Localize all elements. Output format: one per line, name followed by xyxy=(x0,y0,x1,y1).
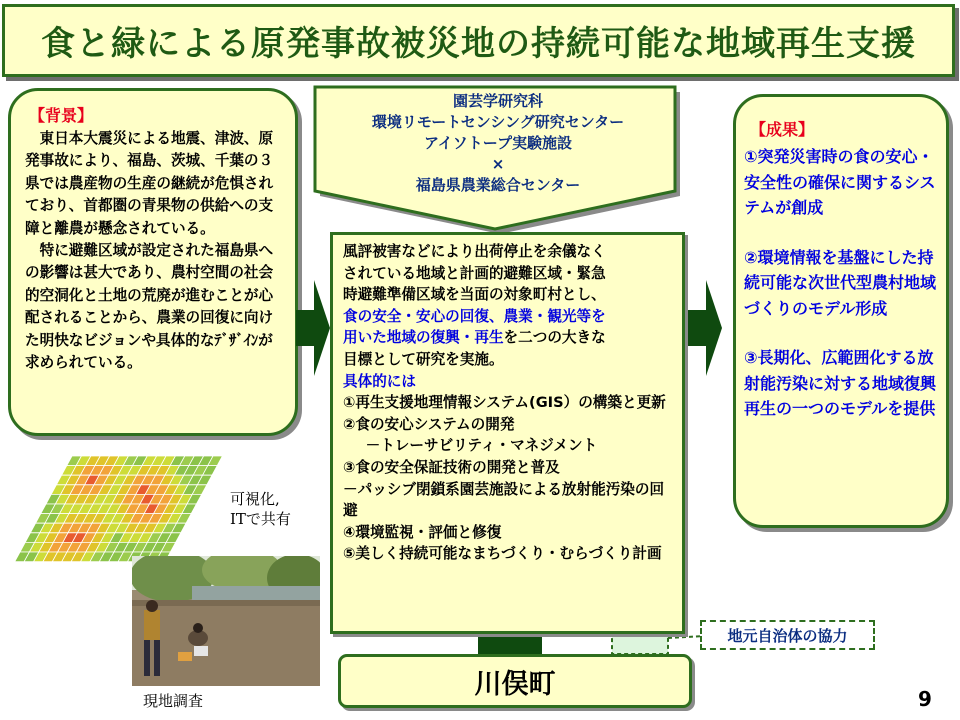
target-town-box: 川俣町 xyxy=(338,654,692,708)
field-survey-photo xyxy=(132,556,320,686)
research-goal-blue-2: 用いた地域の復興・再生 xyxy=(343,329,504,347)
partner-horticulture: 園芸学研究科 xyxy=(452,92,543,110)
partner-list xyxy=(318,91,678,211)
result-item-3: ③長期化、広範囲化する放射能汚染に対する地域復興再生の一つのモデルを提供 xyxy=(744,348,937,418)
result-item-1: ①突発災害時の食の安心・安全性の確保に関するシステムが創成 xyxy=(744,147,936,217)
research-goal-blue-1: 食の安全・安心の回復、農業・観光等を xyxy=(343,307,606,325)
background-paragraph-1: 東日本大震災による地震、津波、原発事故により、福島、茨城、千葉の３県では農産物の生産の継続が危惧されており、首都圏の青果物の供給への支障と離農が懸念されている。 xyxy=(25,130,274,237)
right-arrow-icon xyxy=(684,278,724,378)
background-box xyxy=(8,88,298,436)
research-goal-suffix: を二つの大きな xyxy=(503,329,606,347)
partner-remote-sensing: 環境リモートセンシング研究センター xyxy=(371,113,625,131)
research-line-1: 風評被害などにより出荷停止を余儀なく xyxy=(343,243,606,260)
research-item-2-sub: －トレーサビリティ・マネジメント xyxy=(351,437,598,455)
photo-caption: 現地調査 xyxy=(143,692,204,710)
cooperation-label: 地元自治体の協力 xyxy=(700,620,875,650)
title-banner xyxy=(2,4,955,77)
research-goal-end: 目標として研究を実施。 xyxy=(343,350,504,368)
partner-cross: × xyxy=(491,155,505,173)
results-box xyxy=(733,94,949,528)
partner-isotope: アイソトープ実験施設 xyxy=(424,134,572,152)
research-item-2: ②食の安心システムの開発 xyxy=(343,415,515,433)
research-box xyxy=(330,232,685,634)
research-item-1: ①再生支援地理情報システム(GIS）の構築と更新 xyxy=(343,394,666,412)
background-heading: 【背景】 xyxy=(29,106,94,125)
page-title: 食と緑による原発事故被災地の持続可能な地域再生支援 xyxy=(41,24,916,64)
gis-grid-map-image xyxy=(6,452,231,564)
research-item-5: ⑤美しく持続可能なまちづくり・むらづくり計画 xyxy=(343,545,662,563)
research-item-3: ③食の安全保証技術の開発と普及 xyxy=(343,458,560,476)
research-line-3: 時避難準備区域を当面の対象町村とし、 xyxy=(343,286,606,304)
research-item-3-sub: －パッシブ閉鎖系園芸施設による放射能汚染の回避 xyxy=(343,480,665,520)
research-line-2: されている地域と計画的避難区域・緊急 xyxy=(343,264,606,282)
research-specifically: 具体的には xyxy=(343,372,416,390)
right-arrow-icon xyxy=(296,278,332,378)
result-item-2: ②環境情報を基盤にした持続可能な次世代型農村地域づくりのモデル形成 xyxy=(744,247,937,318)
map-caption: 可視化, ITで共有 xyxy=(230,490,291,528)
down-arrow-icon xyxy=(478,632,542,656)
page-number: 9 xyxy=(918,687,932,711)
partner-fukushima: 福島県農業総合センター xyxy=(415,176,581,194)
background-paragraph-2: 特に避難区域が設定された福島県への影響は甚大であり、農村空間の社会的空洞化と土地の荒廃が進むことが心配されることから、農業の回復に向けた明快なビジョンや具体的なﾃﾞｻﾞｲﾝが求められている。 xyxy=(25,242,274,372)
research-item-4: ④環境監視・評価と修復 xyxy=(343,523,502,541)
results-heading: 【成果】 xyxy=(750,120,815,139)
